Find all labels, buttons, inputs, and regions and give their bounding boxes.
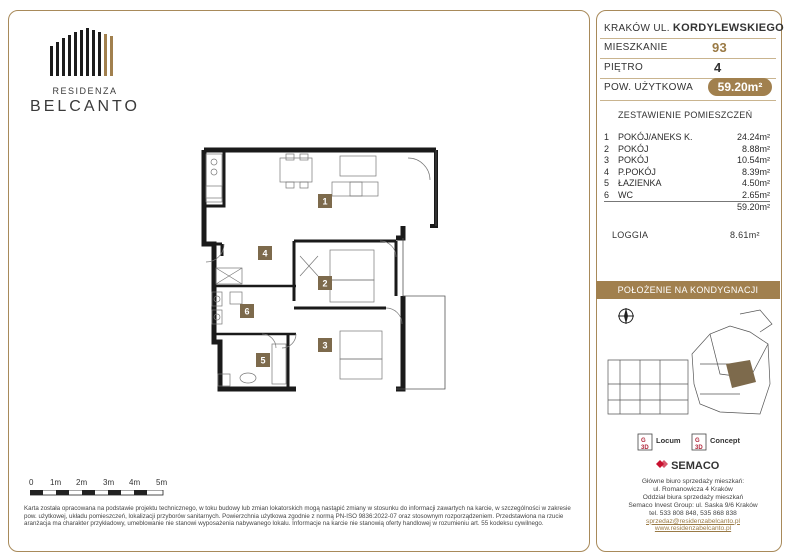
scale-ruler <box>30 490 170 496</box>
svg-text:G: G <box>695 438 700 444</box>
room-tag-1: 1 <box>322 196 328 207</box>
logo-bars-icon <box>50 28 116 76</box>
key-plan <box>600 304 776 424</box>
city-prefix: KRAKÓW UL. <box>604 23 670 34</box>
address-row <box>604 22 784 34</box>
logo-subtitle: RESIDENZA <box>52 86 118 96</box>
room-tag-6: 6 <box>244 306 250 317</box>
room-tag-2: 2 <box>322 278 328 289</box>
scale-label-1: 1m <box>50 478 62 487</box>
room-row: 2 POKÓJ 8.88m² <box>604 143 770 154</box>
contact-phone: tel. 533 808 848, 535 868 838 <box>649 509 737 517</box>
brand-logos <box>636 432 776 452</box>
room-tag-5: 5 <box>260 355 266 366</box>
room-row: 1 POKÓJ/ANEKS K. 24.24m² <box>604 132 770 142</box>
street-name: KORDYLEWSKIEGO <box>672 22 785 34</box>
rooms-total-row <box>604 202 770 214</box>
scale-label-0: 0 <box>29 478 34 487</box>
floor-plan <box>200 146 450 396</box>
floor-value: 4 <box>714 60 722 75</box>
scale-bar <box>22 478 182 502</box>
rooms-title: ZESTAWIENIE POMIESZCZEŃ <box>618 110 753 120</box>
room-row: 5 ŁAZIENKA 4.50m² <box>604 178 770 188</box>
svg-text:G: G <box>641 438 646 444</box>
scale-label-3: 3m <box>103 478 115 487</box>
area-label: POW. UŻYTKOWA <box>604 82 694 93</box>
contact-line: Główne biuro sprzedaży mieszkań: <box>641 478 745 485</box>
room-tag-3: 3 <box>322 340 328 351</box>
semaco-name: SEMACO <box>671 460 720 472</box>
loggia-value: 8.61m² <box>730 230 760 240</box>
svg-text:3D: 3D <box>695 445 703 451</box>
disclaimer-text: Karta została opracowana na podstawie projektu technicznego, w toku budowy lub zmian lokatorskich mogą nastąpić zmiany w stosunku do informacji zawartych na karcie, w szczególności w zakresie pow. użytkowej, układu pomieszczeń, lokalizacji przyborów sanitarnych. Powierzchnia użytkowa zgodnie z normą PN-ISO 9836:2022-07 oraz stosownym rozporządzeniem. Przedstawiona na rzucie aranżacja ma charakter przykładowy, umeblowanie nie stanowi wyposażenia nabywanego lokalu. Informacje na karcie nie stanowią oferty handlowej w rozumieniu art. 55 kodeksu cywilnego. <box>24 505 571 528</box>
concept-logo-icon <box>692 434 706 451</box>
divider <box>600 38 776 39</box>
loggia-label: LOGGIA <box>612 230 649 240</box>
divider <box>600 58 776 59</box>
area-value-badge: 59.20m² <box>708 78 772 96</box>
semaco-logo <box>654 458 719 472</box>
contact-line: ul. Romanowicza 4 Kraków <box>653 485 733 493</box>
contact-email-link[interactable]: sprzedaz@residenzabelcanto.pl <box>646 517 740 525</box>
apartment-value: 93 <box>712 40 728 55</box>
room-tag-4: 4 <box>262 248 268 259</box>
contact-line: Oddział biura sprzedaży mieszkań <box>642 493 744 501</box>
belcanto-logo <box>30 28 140 128</box>
semaco-logo-icon <box>654 458 668 470</box>
brand-concept: Concept <box>710 436 740 445</box>
rooms-list <box>604 132 770 214</box>
svg-text:3D: 3D <box>641 445 649 451</box>
logo-title: BELCANTO <box>30 98 140 115</box>
compass-icon <box>618 308 634 324</box>
contact-website-link[interactable]: www.residenzabelcanto.pl <box>654 525 732 533</box>
locum-logo-icon <box>638 434 652 451</box>
scale-label-5: 5m <box>156 478 168 487</box>
apartment-label: MIESZKANIE <box>604 42 668 53</box>
location-title: POŁOŻENIE NA KONDYGNACJI <box>596 281 780 299</box>
floor-label: PIĘTRO <box>604 62 644 73</box>
brand-locum: Locum <box>656 436 681 445</box>
room-row: 6 WC 2.65m² <box>604 190 770 203</box>
divider <box>600 100 776 101</box>
scale-label-2: 2m <box>76 478 88 487</box>
scale-label-4: 4m <box>129 478 141 487</box>
contact-line: Semaco Invest Group: ul. Saska 9/6 Kraków <box>628 501 758 509</box>
rooms-total: 59.20m² <box>736 202 770 212</box>
room-row: 3 POKÓJ 10.54m² <box>604 155 770 165</box>
contact-block <box>610 478 776 533</box>
room-row: 4 P.POKÓJ 8.39m² <box>604 166 770 177</box>
